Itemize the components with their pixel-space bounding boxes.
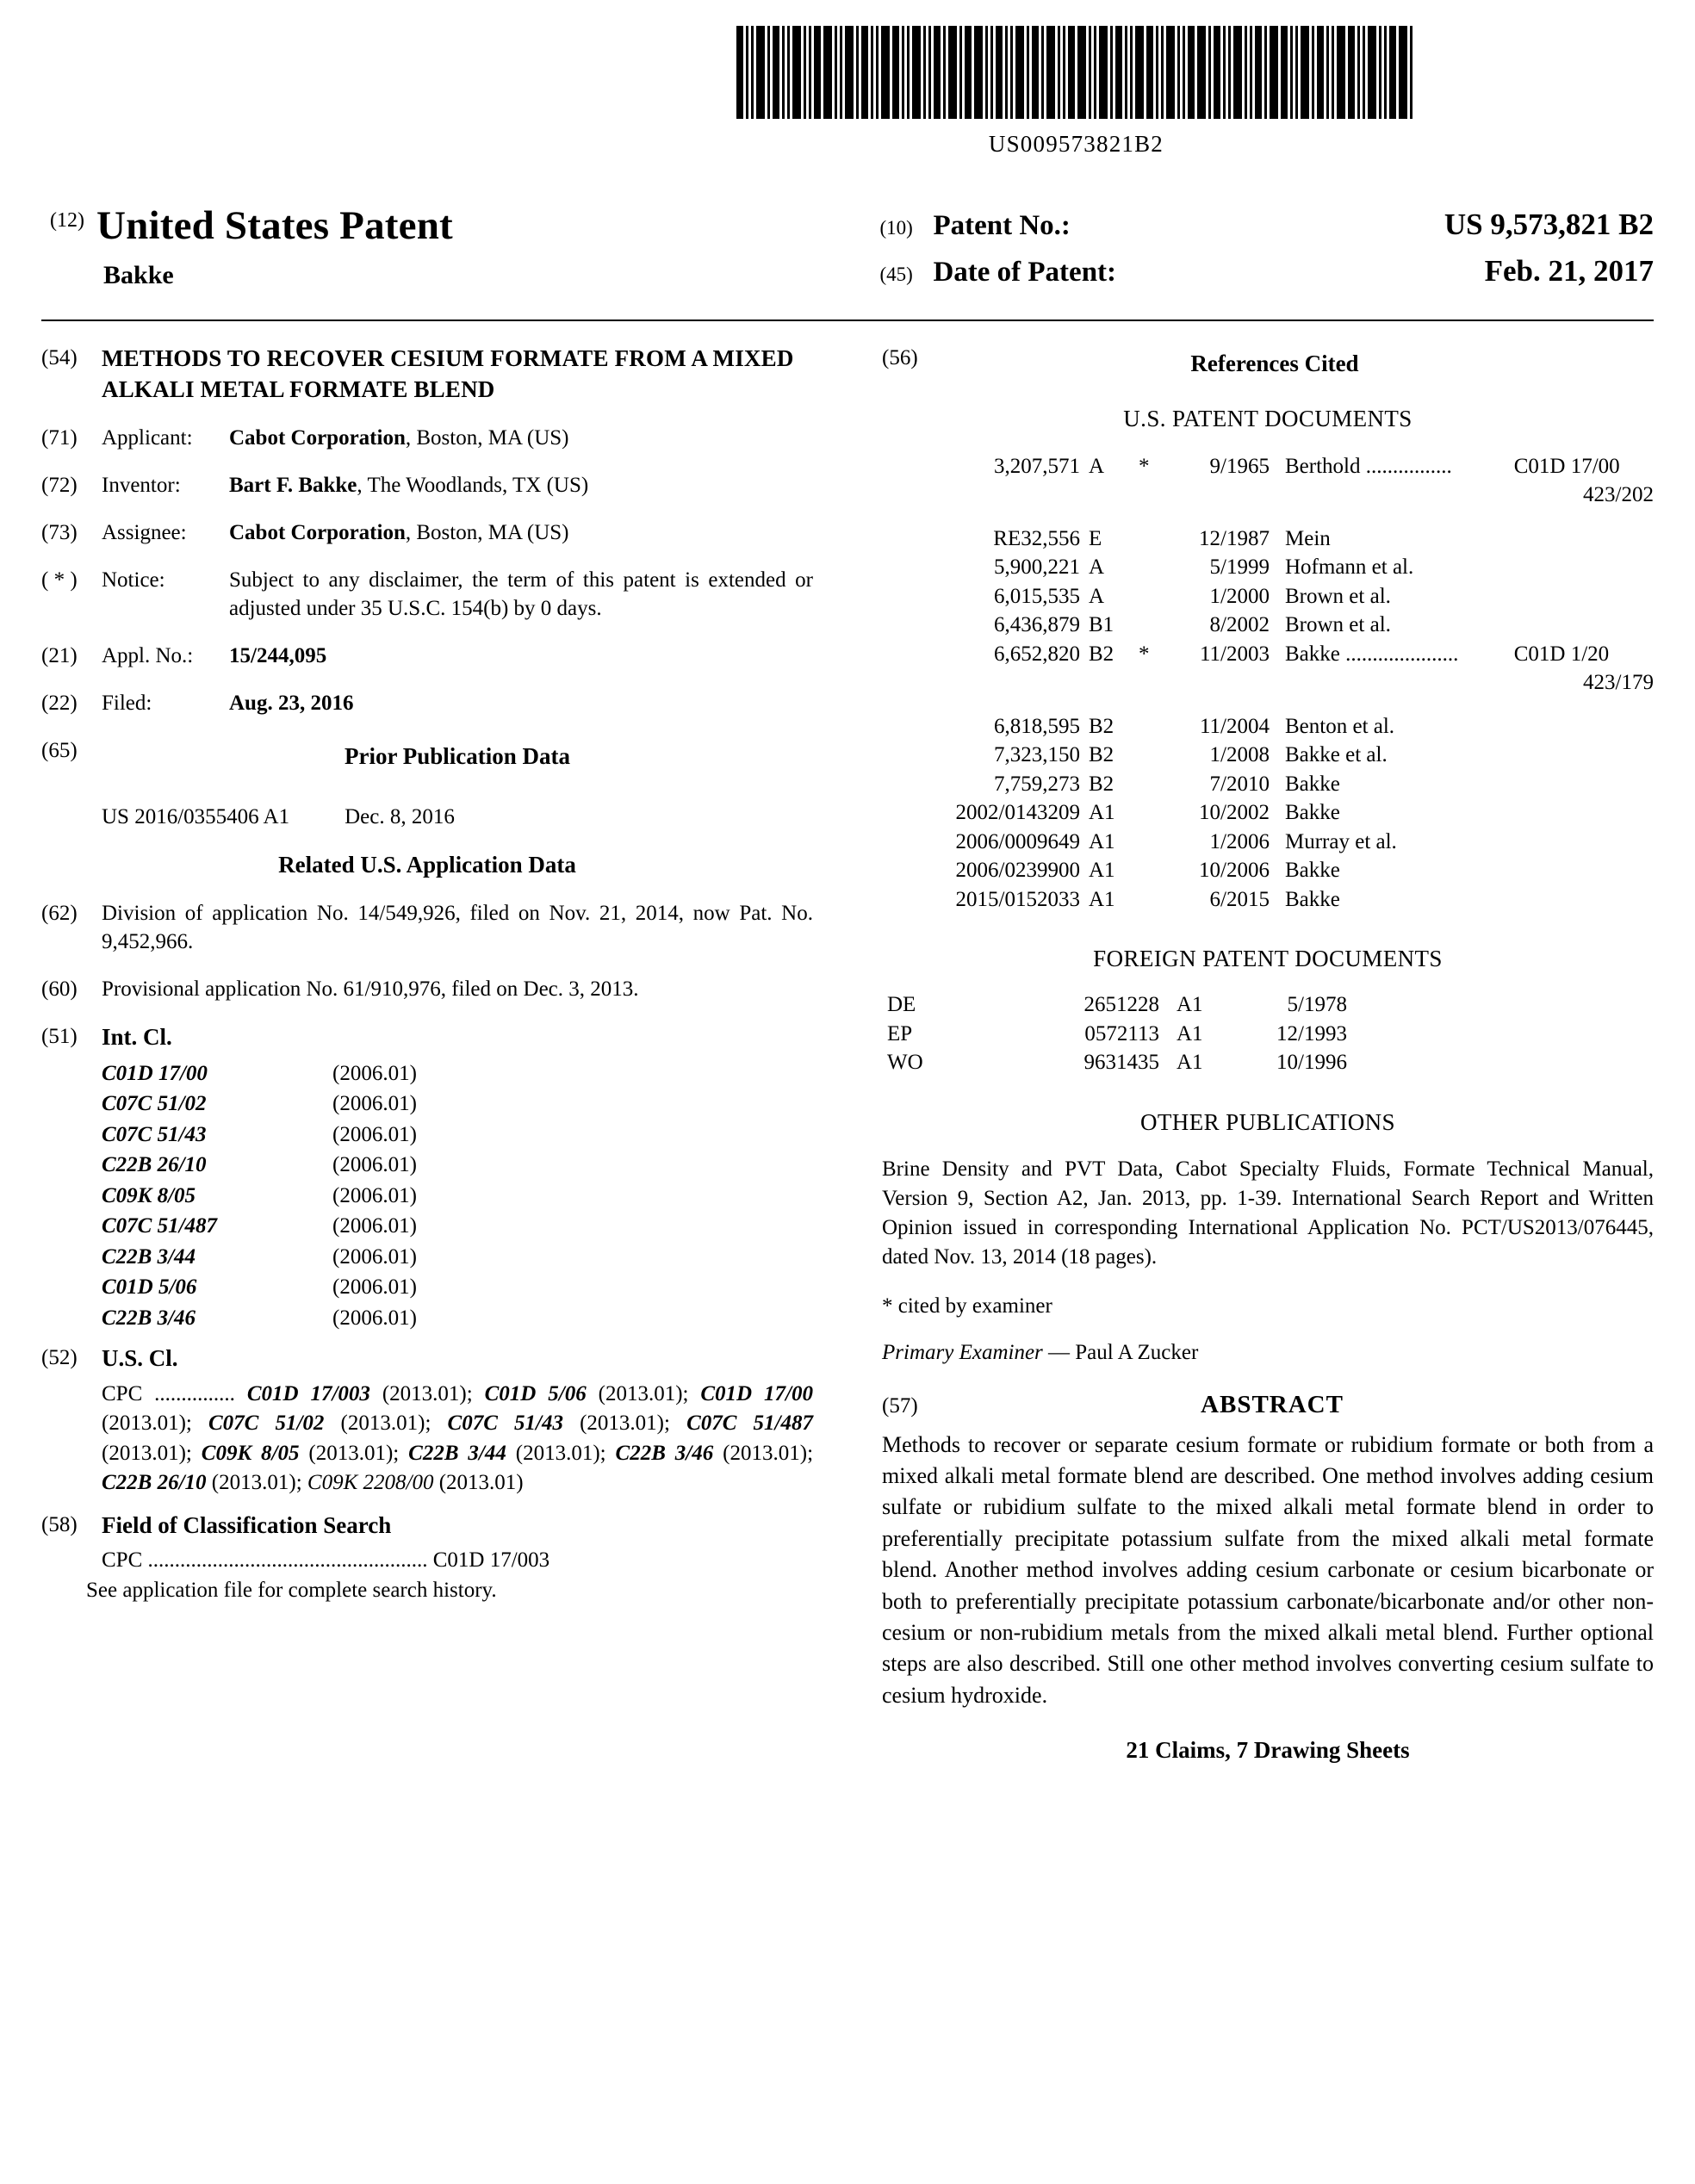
prior-pub-field (41, 736, 813, 786)
ref-name: Bakke (1285, 887, 1340, 911)
ref-number: 2015/0152033 (955, 887, 1080, 911)
applicant-label: Applicant: (102, 426, 193, 450)
table-row (882, 453, 1654, 482)
ref-number: 6,818,595 (994, 714, 1080, 738)
int-cl-row (102, 1089, 813, 1120)
references-cited-field (882, 344, 1654, 394)
prior-pub-code: (65) (41, 739, 78, 763)
header-divider (41, 320, 1654, 321)
table-row (882, 886, 1654, 915)
table-row (882, 799, 1654, 828)
field-search-field (41, 1511, 813, 1606)
ref-subclass: 423/179 (1583, 671, 1654, 695)
ref-class (1514, 799, 1654, 828)
ref-date: 5/1999 (1209, 555, 1270, 580)
int-cl-code: (51) (41, 1024, 78, 1048)
int-cl-version: (2006.01) (332, 1122, 417, 1146)
inventor-rest: , The Woodlands, TX (US) (357, 474, 589, 498)
int-cl-class: C07C 51/43 (102, 1122, 207, 1146)
int-cl-row (102, 1120, 813, 1151)
ref-kind: A (1089, 584, 1105, 608)
ref-kind: E (1089, 526, 1102, 550)
references-code: (56) (882, 346, 918, 369)
notice-label: Notice: (102, 568, 165, 593)
int-cl-table (102, 1058, 813, 1334)
ref-star (1139, 525, 1159, 555)
foreign-kind: A1 (1177, 1051, 1203, 1075)
applicant-value (229, 424, 813, 452)
inventor-full-name: Bart F. Bakke (229, 474, 357, 498)
table-row-subclass (882, 669, 1654, 698)
applicant-name: Cabot Corporation (229, 426, 406, 450)
ref-kind: A (1089, 454, 1105, 478)
patent-no-label: Patent No.: (933, 210, 1071, 241)
ref-class (1514, 857, 1654, 886)
patent-no-tag: (10) (879, 217, 913, 239)
ref-kind: A1 (1089, 829, 1115, 853)
foreign-documents-table (887, 991, 1347, 1078)
ref-kind: B2 (1089, 714, 1114, 738)
int-cl-class: C01D 17/00 (102, 1061, 208, 1085)
us-cl-code: C22B 3/46 (615, 1441, 714, 1465)
ref-name: Bakke (1285, 801, 1340, 825)
ref-star: * (1139, 642, 1150, 666)
int-cl-heading: Int. Cl. (102, 1023, 172, 1050)
ref-star (1139, 828, 1159, 858)
int-cl-row (102, 1303, 813, 1334)
table-row (882, 771, 1654, 800)
table-row (887, 1049, 1347, 1078)
int-cl-row (102, 1181, 813, 1212)
ref-class (1514, 713, 1654, 742)
ref-class (1514, 611, 1654, 641)
us-cl-code: C01D 5/06 (484, 1381, 587, 1405)
table-row (882, 828, 1654, 858)
related-provisional-field (41, 975, 813, 1003)
ref-number: 3,207,571 (994, 454, 1080, 478)
ref-date: 6/2015 (1209, 887, 1270, 911)
foreign-country: WO (887, 1051, 923, 1075)
table-row (887, 1021, 1347, 1050)
ref-class (1514, 525, 1654, 555)
ref-subclass: 423/202 (1583, 483, 1654, 507)
int-cl-class: C22B 26/10 (102, 1153, 207, 1176)
int-cl-field (41, 1022, 813, 1333)
ref-star (1139, 741, 1159, 771)
two-column-body (41, 344, 1654, 1764)
foreign-documents-heading: FOREIGN PATENT DOCUMENTS (1093, 946, 1443, 972)
patent-date-row (879, 254, 1654, 289)
table-row (882, 741, 1654, 771)
int-cl-class: C01D 5/06 (102, 1275, 197, 1299)
related-app-heading: Related U.S. Application Data (278, 851, 576, 878)
us-cl-code: (52) (41, 1346, 78, 1369)
foreign-number: 0572113 (1084, 1021, 1159, 1045)
ref-class (1514, 741, 1654, 771)
filed-label: Filed: (102, 692, 152, 716)
table-row (882, 525, 1654, 555)
assignee-field (41, 518, 813, 547)
filed-value (229, 689, 813, 717)
ref-star (1139, 554, 1159, 583)
us-cl-code: C22B 26/10 (102, 1471, 207, 1495)
ref-kind: A1 (1089, 801, 1115, 825)
ref-date: 1/2008 (1209, 743, 1270, 767)
int-cl-class: C09K 8/05 (102, 1183, 196, 1207)
patent-number-row (879, 208, 1654, 242)
date-label: Date of Patent: (933, 257, 1117, 288)
assignee-name: Cabot Corporation (229, 521, 406, 545)
ref-kind: A (1089, 555, 1105, 580)
claims-drawings-line: 21 Claims, 7 Drawing Sheets (1126, 1737, 1410, 1764)
foreign-kind: A1 (1177, 993, 1203, 1017)
country-title: United States Patent (96, 203, 453, 248)
left-column (41, 344, 848, 1764)
applicant-field (41, 424, 813, 452)
ref-number: 7,759,273 (994, 772, 1080, 796)
foreign-country: DE (887, 993, 916, 1017)
abstract-text: Methods to recover or separate cesium formate or rubidium formate or both from a mixed alkali metal formate blend are described. One method involves adding cesium sulfate or rubidium sulfate to the mixed alkali metal formate blend in order to preferentially precipitate potassium sulfate from the mixed alkali metal formate blend. Another method involves adding cesium carbonate or cesium bicarbonate or both to preferentially precipitate potassium carbonate/bicarbonate and/or other non-cesium or non-rubidium metals from the mixed alkali metal blend. Further optional steps are also described. Still one other method involves converting cesium sulfate to cesium hydroxide. (882, 1431, 1654, 1708)
other-publications-heading: OTHER PUBLICATIONS (1140, 1108, 1395, 1135)
us-cl-code: C07C 51/43 (447, 1412, 563, 1436)
us-cl-code: C01D 17/00 (700, 1381, 813, 1405)
assignee-rest: , Boston, MA (US) (405, 521, 569, 545)
header-right (879, 202, 1654, 301)
patent-title: METHODS TO RECOVER CESIUM FORMATE FROM A MIXED ALKALI METAL FORMATE BLEND (102, 345, 794, 402)
primary-examiner (882, 1341, 1654, 1365)
int-cl-row (102, 1058, 813, 1089)
us-cl-field (41, 1343, 813, 1498)
ref-kind: B2 (1089, 743, 1114, 767)
title-field (41, 344, 813, 405)
notice-field (41, 566, 813, 623)
int-cl-class: C22B 3/44 (102, 1244, 196, 1269)
us-cl-code: C09K 2208/00 (307, 1471, 434, 1495)
primary-examiner-label: Primary Examiner (882, 1340, 1043, 1364)
appl-no-label: Appl. No.: (102, 644, 194, 668)
notice-code: ( * ) (41, 568, 78, 593)
applicant-rest: , Boston, MA (US) (405, 426, 569, 450)
foreign-number: 2651228 (1083, 993, 1159, 1017)
inventor-field (41, 471, 813, 499)
ref-date: 12/1987 (1199, 526, 1270, 550)
ref-name: Bakke (1285, 772, 1340, 796)
country-title-line (50, 202, 879, 249)
inventor-surname: Bakke (103, 261, 174, 289)
int-cl-version: (2006.01) (332, 1061, 417, 1085)
title-code: (54) (41, 346, 78, 369)
abstract-code: (57) (882, 1393, 918, 1418)
ref-name: Brown et al. (1285, 584, 1391, 608)
date-value: Feb. 21, 2017 (1484, 254, 1654, 288)
ref-name: Berthold ................ (1285, 454, 1452, 478)
us-cl-heading: U.S. Cl. (102, 1345, 178, 1371)
assignee-value (229, 518, 813, 547)
table-row (882, 713, 1654, 742)
us-cl-code: C07C 51/02 (208, 1412, 325, 1436)
ref-name: Bakke et al. (1285, 743, 1388, 767)
ref-class: C01D 1/20 (1513, 642, 1610, 666)
field-search-cpc: CPC .................................................... C01D 17/003 (102, 1548, 550, 1573)
filed-code: (22) (41, 692, 78, 716)
int-cl-class: C07C 51/02 (102, 1092, 207, 1115)
country-tag: (12) (50, 209, 84, 232)
int-cl-row (102, 1242, 813, 1273)
table-row (887, 991, 1347, 1021)
ref-number: 2002/0143209 (955, 801, 1080, 825)
ref-date: 1/2006 (1209, 829, 1270, 853)
ref-name: Murray et al. (1285, 829, 1397, 853)
right-column (848, 344, 1654, 1764)
int-cl-version: (2006.01) (332, 1153, 417, 1176)
us-patent-documents-table (882, 453, 1654, 915)
foreign-number: 9631435 (1083, 1051, 1159, 1075)
int-cl-row (102, 1150, 813, 1181)
ref-kind: B2 (1089, 642, 1114, 666)
ref-number: 7,323,150 (994, 743, 1080, 767)
ref-number: 5,900,221 (994, 555, 1080, 580)
ref-date: 11/2004 (1199, 714, 1270, 738)
related-provisional-code: (60) (41, 977, 78, 1001)
ref-star (1139, 799, 1159, 828)
ref-star (1139, 583, 1159, 612)
ref-name: Hofmann et al. (1285, 555, 1414, 580)
filed-field (41, 689, 813, 717)
ref-number: 2006/0009649 (955, 829, 1080, 853)
ref-star (1139, 611, 1159, 641)
ref-number: 2006/0239900 (955, 859, 1080, 883)
appl-no-code: (21) (41, 644, 78, 668)
ref-star (1139, 713, 1159, 742)
ref-number: 6,652,820 (994, 642, 1080, 666)
ref-number: 6,436,879 (994, 613, 1080, 637)
header-left (41, 202, 879, 290)
appl-no-field (41, 642, 813, 670)
us-cl-code: C07C 51/487 (686, 1412, 814, 1436)
ref-date: 11/2003 (1199, 642, 1270, 666)
int-cl-version: (2006.01) (332, 1092, 417, 1115)
ref-number: RE32,556 (993, 526, 1080, 550)
barcode-block (667, 26, 1485, 158)
related-division-field (41, 899, 813, 956)
patent-header (41, 202, 1654, 301)
ref-class (1514, 828, 1654, 858)
ref-star (1139, 886, 1159, 915)
foreign-date: 12/1993 (1276, 1021, 1347, 1045)
assignee-label: Assignee: (102, 521, 187, 545)
abstract-heading-row (882, 1391, 1654, 1419)
us-cl-classifications: C01D 17/003 (2013.01); C01D 5/06 (2013.01); C01D 17/00 (2013.01); C07C 51/02 (2013.01); C07C 51/43 (2013.01); C07C 51/487 (2013.01); C09K 8/05 (2013.01); C22B 3/44 (2013.01); C22B 3/46 (2013.01); C22B 26/10 (2013.01); C09K 2208/00 (2013.01) (102, 1381, 814, 1495)
ref-name: Brown et al. (1285, 613, 1391, 637)
field-search-heading: Field of Classification Search (102, 1511, 392, 1538)
int-cl-version: (2006.01) (332, 1214, 417, 1238)
ref-star (1139, 771, 1159, 800)
appl-no-value (229, 642, 813, 670)
int-cl-version: (2006.01) (332, 1244, 417, 1269)
ref-date: 9/1965 (1209, 454, 1270, 478)
table-spacer (882, 511, 1654, 525)
int-cl-version: (2006.01) (332, 1306, 417, 1330)
field-search-note: See application file for complete search history. (86, 1578, 497, 1602)
filed-date: Aug. 23, 2016 (229, 692, 354, 716)
ref-class (1514, 771, 1654, 800)
field-search-code: (58) (41, 1512, 78, 1536)
ref-class (1514, 886, 1654, 915)
inventor-value (229, 471, 813, 499)
ref-date: 8/2002 (1209, 613, 1270, 637)
prior-pub-heading: Prior Publication Data (345, 743, 570, 770)
applicant-code: (71) (41, 426, 78, 450)
table-row (882, 611, 1654, 641)
ref-date: 10/2006 (1199, 859, 1270, 883)
ref-date: 1/2000 (1209, 584, 1270, 608)
int-cl-row (102, 1272, 813, 1303)
appl-no-number: 15/244,095 (229, 644, 327, 668)
abstract-heading: ABSTRACT (1201, 1390, 1344, 1418)
foreign-date: 5/1978 (1287, 993, 1347, 1017)
primary-examiner-name: — Paul A Zucker (1048, 1340, 1199, 1364)
ref-kind: B2 (1089, 772, 1114, 796)
ref-class (1514, 554, 1654, 583)
table-spacer (882, 698, 1654, 713)
ref-name: Bakke (1285, 859, 1340, 883)
ref-date: 10/2002 (1199, 801, 1270, 825)
int-cl-version: (2006.01) (332, 1183, 417, 1207)
ref-kind: A1 (1089, 887, 1115, 911)
us-cl-code: C01D 17/003 (246, 1381, 370, 1405)
int-cl-version: (2006.01) (332, 1275, 417, 1299)
prior-pub-date: Dec. 8, 2016 (345, 804, 455, 828)
us-cl-text (102, 1380, 813, 1498)
assignee-code: (73) (41, 521, 78, 545)
ref-star: * (1139, 454, 1150, 478)
table-row-subclass (882, 481, 1654, 511)
ref-name: Benton et al. (1285, 714, 1395, 738)
barcode-image (736, 26, 1415, 119)
barcode-number: US009573821B2 (988, 131, 1164, 157)
foreign-date: 10/1996 (1276, 1051, 1347, 1075)
us-cl-code: C09K 8/05 (201, 1441, 300, 1465)
inventor-label: Inventor: (102, 474, 181, 498)
notice-text: Subject to any disclaimer, the term of this patent is extended or adjusted under 35 U.S.C. 154(b) by 0 days. (229, 568, 813, 621)
int-cl-row (102, 1211, 813, 1242)
table-row (882, 554, 1654, 583)
foreign-kind: A1 (1177, 1021, 1203, 1045)
ref-class: C01D 17/00 (1513, 454, 1620, 478)
table-row (882, 857, 1654, 886)
ref-date: 7/2010 (1209, 772, 1270, 796)
date-tag: (45) (879, 264, 913, 285)
ref-name: Bakke ..................... (1285, 642, 1459, 666)
other-publications-text: Brine Density and PVT Data, Cabot Specialty Fluids, Formate Technical Manual, Version 9, Section A2, Jan. 2013, pp. 1-39. International Search Report and Written Opinion issued in corresponding International Application No. PCT/US2013/076445, dated Nov. 13, 2014 (18 pages). (882, 1157, 1654, 1269)
patent-no-value: US 9,573,821 B2 (1444, 208, 1654, 241)
ref-number: 6,015,535 (994, 584, 1080, 608)
ref-name: Mein (1285, 526, 1331, 550)
foreign-country: EP (887, 1021, 913, 1045)
related-division-text: Division of application No. 14/549,926, filed on Nov. 21, 2014, now Pat. No. 9,452,966. (102, 901, 813, 953)
prior-pub-number: US 2016/0355406 A1 (102, 804, 290, 828)
us-patent-documents-heading: U.S. PATENT DOCUMENTS (1123, 405, 1412, 431)
ref-class (1514, 583, 1654, 612)
us-cl-prefix: CPC ............... (102, 1381, 235, 1405)
ref-star (1139, 857, 1159, 886)
inventor-code: (72) (41, 474, 78, 498)
us-cl-code: C22B 3/44 (408, 1441, 506, 1465)
related-provisional-text: Provisional application No. 61/910,976, filed on Dec. 3, 2013. (102, 977, 639, 1001)
prior-pub-data (102, 805, 813, 829)
int-cl-class: C22B 3/46 (102, 1306, 196, 1330)
int-cl-class: C07C 51/487 (102, 1214, 218, 1238)
table-row (882, 583, 1654, 612)
cited-by-examiner-note: * cited by examiner (882, 1294, 1052, 1318)
references-heading: References Cited (1190, 351, 1359, 376)
ref-kind: B1 (1089, 613, 1114, 637)
related-division-code: (62) (41, 901, 78, 925)
table-row (882, 641, 1654, 670)
ref-kind: A1 (1089, 859, 1115, 883)
